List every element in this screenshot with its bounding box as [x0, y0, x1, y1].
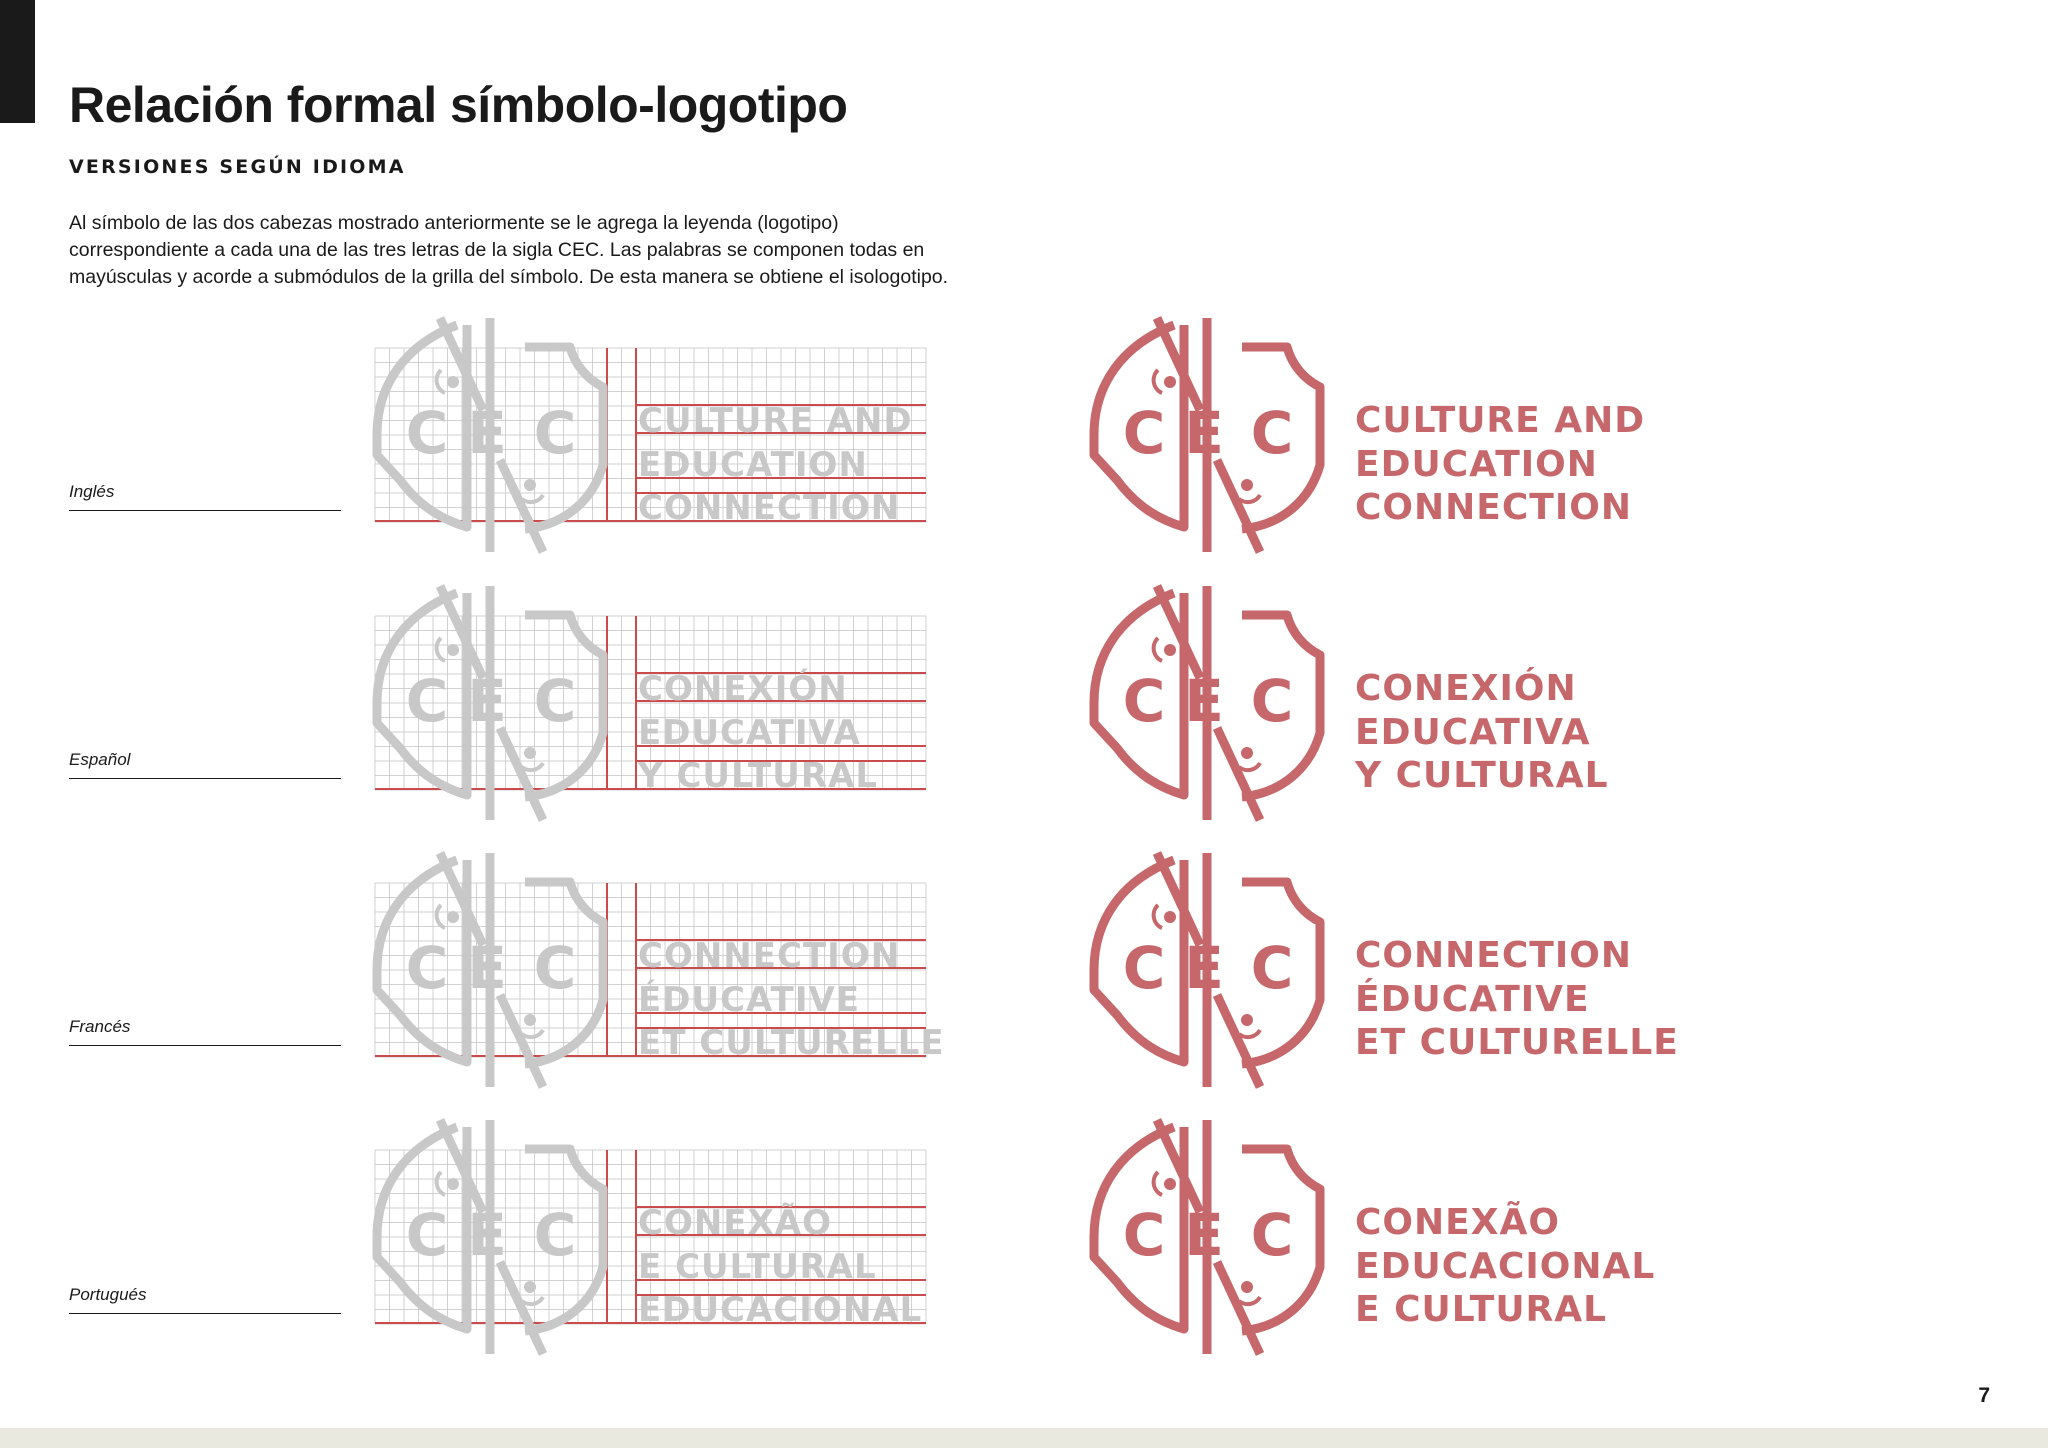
ear-arc-bottom: [1239, 1030, 1260, 1037]
ear-arc-bottom: [1239, 495, 1260, 502]
symbol-letter: C: [1122, 667, 1166, 735]
final-wordmark-line-2: EDUCATIVA: [1355, 712, 1591, 753]
two-heads-symbol-red: [1094, 853, 1320, 1087]
grid-wordmark-line-2: EDUCATIVA: [638, 713, 861, 753]
grid-wordmark-line-2: EDUCATION: [638, 445, 868, 485]
ear-arc-top: [437, 370, 445, 393]
symbol-letter: C: [533, 1201, 577, 1269]
grid-wordmark-line-3: Y CULTURAL: [638, 756, 879, 796]
symbol-letter: C: [1250, 667, 1294, 735]
logo-row-graphics: [0, 850, 2048, 1090]
symbol-letter: C: [1250, 399, 1294, 467]
upper-diagonal: [1157, 586, 1200, 678]
symbol-letter: E: [467, 1201, 507, 1269]
final-wordmark-line-3: CONNECTION: [1355, 487, 1632, 528]
logo-row-graphics: [0, 583, 2048, 823]
intro-paragraph: Al símbolo de las dos cabezas mostrado anteriormente se le agrega la leyenda (logotipo) correspondiente a cada una de las tres letras de la sigla CEC. Las palabras se componen todas en mayúsculas y acorde a submódulos de la grilla del símbolo. De esta manera se obtiene el isologotipo.: [69, 212, 949, 288]
symbol-letter: C: [1122, 1201, 1166, 1269]
final-wordmark-line-1: CONEXÃO: [1355, 1202, 1560, 1243]
symbol-letter: C: [1122, 399, 1166, 467]
ear-dot-top: [447, 911, 459, 923]
symbol-letter: C: [405, 667, 449, 735]
two-heads-symbol-red: [1094, 318, 1320, 552]
lower-diagonal: [500, 460, 543, 552]
ear-arc-bottom: [522, 763, 543, 770]
ear-dot-top: [447, 644, 459, 656]
logo-row-frances: [0, 850, 2048, 1090]
ear-arc-top: [437, 905, 445, 928]
ear-dot-top: [447, 1178, 459, 1190]
final-wordmark-line-3: ET CULTURELLE: [1355, 1022, 1679, 1063]
two-heads-symbol-gray: [377, 586, 603, 820]
ear-arc-top: [1154, 1172, 1162, 1195]
final-wordmark-line-2: EDUCACIONAL: [1355, 1246, 1656, 1287]
lower-diagonal: [1217, 1262, 1260, 1354]
logo-row-graphics: [0, 315, 2048, 555]
grid-wordmark-line-1: CULTURE AND: [638, 401, 913, 441]
symbol-letter: C: [1250, 1201, 1294, 1269]
lower-diagonal: [1217, 728, 1260, 820]
symbol-letter: C: [533, 934, 577, 1002]
upper-diagonal: [1157, 1120, 1200, 1212]
logo-row-espanol: [0, 583, 2048, 823]
two-heads-symbol-red: [1094, 1120, 1320, 1354]
footer-band: [0, 1428, 2048, 1448]
grid-wordmark-line-3: ET CULTURELLE: [638, 1023, 945, 1063]
final-logo: [1094, 318, 1645, 552]
two-heads-symbol-red: [1094, 586, 1320, 820]
ear-dot-top: [1164, 911, 1176, 923]
grid-construction-logo: [375, 853, 945, 1087]
final-wordmark-line-2: ÉDUCATIVE: [1355, 979, 1590, 1020]
ear-dot-bottom: [1241, 479, 1253, 491]
ear-arc-bottom: [1239, 763, 1260, 770]
ear-arc-bottom: [522, 1297, 543, 1304]
final-wordmark: [1355, 1201, 1655, 1330]
symbol-letter: C: [1122, 934, 1166, 1002]
symbol-letter: E: [1184, 667, 1224, 735]
page-number: 7: [1978, 1384, 1990, 1407]
ear-dot-bottom: [524, 1281, 536, 1293]
final-wordmark-line-1: CULTURE AND: [1355, 400, 1646, 441]
symbol-letter: C: [405, 399, 449, 467]
upper-diagonal: [1157, 853, 1200, 945]
ear-dot-bottom: [524, 1014, 536, 1026]
grid-construction-logo: [375, 1120, 926, 1354]
ear-arc-bottom: [1239, 1297, 1260, 1304]
ear-arc-top: [437, 1172, 445, 1195]
ear-arc-bottom: [522, 495, 543, 502]
language-label-espanol: Español: [69, 750, 341, 779]
grid-wordmark-line-2: E CULTURAL: [638, 1247, 877, 1287]
grid-wordmark-line-1: CONEXÃO: [638, 1203, 832, 1243]
grid-construction-logo: [375, 586, 926, 820]
corner-marker: [0, 0, 35, 123]
symbol-letter: E: [467, 667, 507, 735]
final-wordmark-line-1: CONNECTION: [1355, 935, 1632, 976]
two-heads-symbol-gray: [377, 1120, 603, 1354]
ear-dot-bottom: [1241, 1281, 1253, 1293]
ear-dot-top: [1164, 644, 1176, 656]
ear-dot-top: [1164, 376, 1176, 388]
upper-diagonal: [1157, 318, 1200, 410]
ear-arc-top: [1154, 905, 1162, 928]
two-heads-symbol-gray: [377, 853, 603, 1087]
grid-wordmark-line-3: EDUCACIONAL: [638, 1290, 923, 1330]
grid-wordmark-line-3: CONNECTION: [638, 488, 901, 528]
final-logo: [1094, 586, 1609, 820]
language-label-portugues: Portugués: [69, 1285, 341, 1314]
symbol-letter: E: [1184, 934, 1224, 1002]
ear-arc-bottom: [522, 1030, 543, 1037]
final-wordmark: [1355, 400, 1645, 528]
grid-wordmark-line-1: CONEXIÓN: [638, 669, 848, 709]
grid-construction-logo: [375, 318, 926, 552]
ear-dot-bottom: [1241, 1014, 1253, 1026]
section-subtitle: VERSIONES SEGÚN IDIOMA: [69, 156, 406, 178]
symbol-letter: E: [467, 934, 507, 1002]
final-wordmark-line-3: Y CULTURAL: [1355, 755, 1609, 796]
ear-arc-top: [437, 638, 445, 661]
ear-arc-top: [1154, 638, 1162, 661]
ear-dot-top: [447, 376, 459, 388]
ear-dot-bottom: [524, 479, 536, 491]
final-wordmark: [1355, 935, 1679, 1063]
symbol-letter: E: [1184, 399, 1224, 467]
lower-diagonal: [500, 995, 543, 1087]
ear-arc-top: [1154, 370, 1162, 393]
final-wordmark-line-2: EDUCATION: [1355, 444, 1598, 485]
symbol-letter: C: [533, 399, 577, 467]
symbol-letter: C: [405, 1201, 449, 1269]
grid-wordmark: [637, 668, 878, 796]
symbol-letter: E: [467, 399, 507, 467]
symbol-letter: C: [533, 667, 577, 735]
symbol-letter: C: [1250, 934, 1294, 1002]
lower-diagonal: [1217, 995, 1260, 1087]
symbol-letter: E: [1184, 1201, 1224, 1269]
symbol-letter: C: [405, 934, 449, 1002]
final-logo: [1094, 1120, 1655, 1354]
language-label-frances: Francés: [69, 1017, 341, 1046]
lower-diagonal: [500, 728, 543, 820]
ear-dot-bottom: [1241, 747, 1253, 759]
logo-row-ingles: [0, 315, 2048, 555]
language-label-ingles: Inglés: [69, 482, 341, 511]
final-logo: [1094, 853, 1679, 1087]
ear-dot-bottom: [524, 747, 536, 759]
final-wordmark-line-3: E CULTURAL: [1355, 1289, 1608, 1330]
logo-row-graphics: [0, 1117, 2048, 1357]
logo-row-portugues: [0, 1117, 2048, 1357]
two-heads-symbol-gray: [377, 318, 603, 552]
lower-diagonal: [1217, 460, 1260, 552]
ear-dot-top: [1164, 1178, 1176, 1190]
page-title: Relación formal símbolo-logotipo: [69, 77, 848, 133]
lower-diagonal: [500, 1262, 543, 1354]
grid-wordmark-line-2: ÉDUCATIVE: [638, 980, 861, 1020]
final-wordmark: [1354, 667, 1609, 796]
grid-wordmark-line-1: CONNECTION: [638, 936, 901, 976]
final-wordmark-line-1: CONEXIÓN: [1355, 668, 1577, 709]
